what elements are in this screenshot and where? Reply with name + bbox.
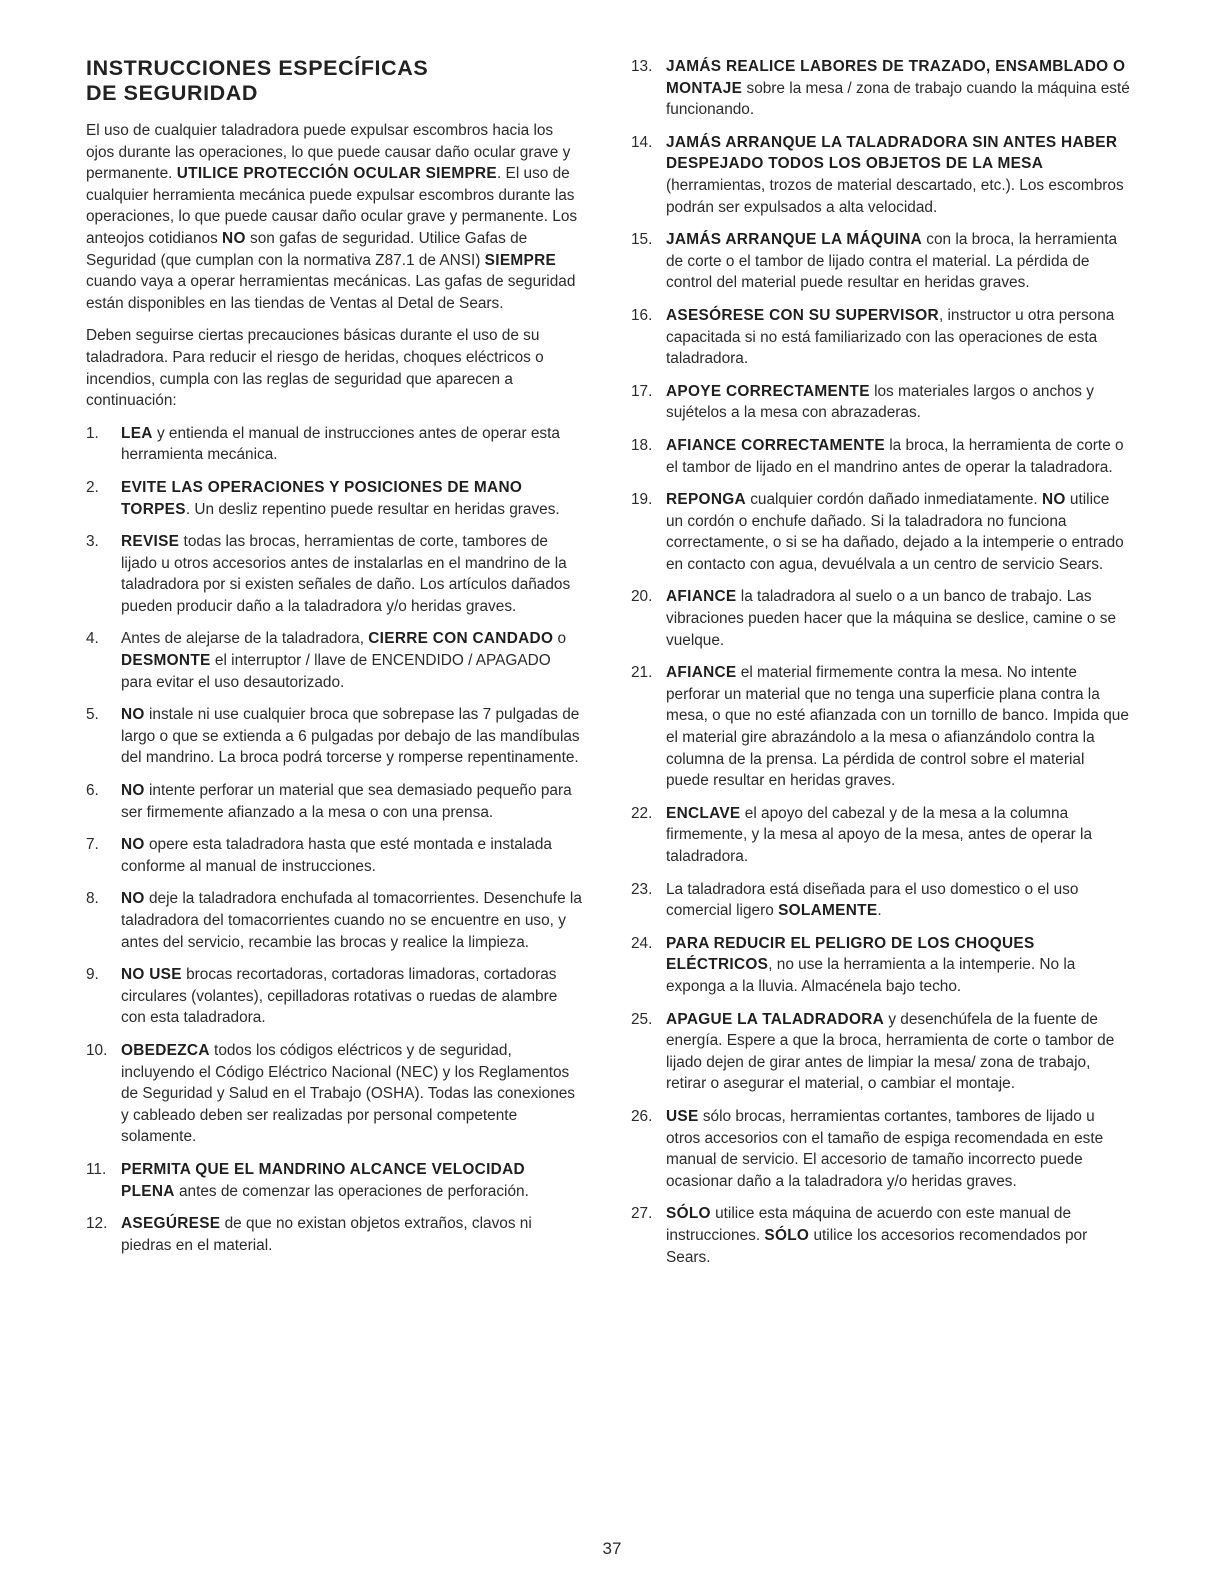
item-number: 19.	[631, 491, 653, 509]
bold-text: ENCLAVE	[666, 804, 741, 822]
item-text	[121, 1161, 529, 1200]
text-run: brocas recortadoras, cortadoras limadoras, cortadoras circulares (volantes), cepilladoras rotativas o ruedas de alambre con esta taladradora.	[121, 966, 558, 1027]
list-item	[86, 1159, 583, 1202]
item-text	[666, 231, 1117, 291]
bold-text: APAGUE LA TALADRADORA	[666, 1010, 885, 1028]
item-number: 15.	[631, 231, 653, 249]
item-text	[666, 881, 1078, 920]
text-run: intente perforar un material que sea demasiado pequeño para ser firmemente afianzado a la mesa o con una prensa.	[121, 782, 572, 821]
list-item	[631, 1203, 1130, 1268]
text-run: son gafas de seguridad. Utilice Gafas de Seguridad (que cumplan con la normativa Z87.1 de ANSI)	[86, 229, 528, 269]
item-number: 23.	[631, 880, 653, 898]
item-number: 2.	[86, 478, 99, 496]
bold-text: NO	[121, 782, 145, 800]
text-run: o	[553, 630, 567, 648]
bold-text: ASEGÚRESE	[121, 1215, 221, 1233]
text-run: el apoyo del cabezal y de la mesa a la columna firmemente, y la mesa al apoyo de la mesa, antes de operar la taladradora.	[666, 804, 1093, 865]
text-run: antes de comenzar las operaciones de perforación.	[174, 1182, 529, 1200]
bold-text: CIERRE CON CANDADO	[368, 630, 554, 648]
item-text	[666, 664, 1129, 789]
list-item	[631, 56, 1130, 121]
text-run: la taladradora al suelo o a un banco de trabajo. Las vibraciones pueden hacer que la máquina se deslice, camine o se vuelque.	[666, 588, 1117, 649]
title-line-2: DE SEGURIDAD	[86, 81, 259, 105]
list-item	[86, 834, 583, 877]
item-text	[121, 706, 580, 766]
list-item	[631, 586, 1130, 651]
item-number: 6.	[86, 782, 99, 800]
text-run: los materiales largos o anchos y sujételos a la mesa con abrazaderas.	[666, 382, 1094, 422]
text-run: deje la taladradora enchufada al tomacorrientes. Desenchufe la taladradora del tomacorrientes cuando no se encuentre en uso, y antes del servicio, recambie las brocas y realice la limpieza.	[121, 890, 582, 951]
list-item	[86, 477, 583, 520]
intro-paragraph	[86, 325, 583, 411]
item-number: 24.	[631, 934, 653, 952]
text-run: de que no existan objetos extraños, clavos ni piedras en el material.	[121, 1215, 532, 1254]
item-text	[666, 491, 1124, 573]
item-number: 20.	[631, 588, 653, 606]
item-text	[666, 805, 1092, 865]
item-text	[666, 383, 1094, 422]
bold-text: OBEDEZCA	[121, 1041, 210, 1059]
item-text	[666, 588, 1116, 648]
text-run: utilice los accesorios recomendados por Sears.	[666, 1226, 1088, 1266]
item-number: 4.	[86, 630, 99, 648]
page-number: 37	[602, 1539, 622, 1558]
list-item	[631, 1106, 1130, 1192]
safety-list-right	[631, 56, 1130, 1268]
text-run: el interruptor / llave de ENCENDIDO / APAGADO para evitar el uso desautorizado.	[121, 652, 551, 691]
item-text	[666, 1108, 1103, 1190]
list-item	[86, 628, 583, 693]
text-run: . Un desliz repentino puede resultar en heridas graves.	[185, 500, 560, 518]
text-run: y desenchúfela de la fuente de energía. Espere a que la broca, herramienta de corte o tambor de lijado dejen de girar antes de limpiar la mesa/ zona de trabajo, retirar o asegurar el material, o cambiar el montaje.	[666, 1010, 1115, 1093]
list-item	[86, 704, 583, 769]
list-item	[86, 1213, 583, 1256]
item-text	[121, 1215, 532, 1254]
text-run: Deben seguirse ciertas precauciones básicas durante el uso de su taladradora. Para reducir el riesgo de heridas, choques eléctricos o incendios, cumpla con las reglas de seguridad que aparecen a continuación:	[86, 327, 544, 410]
item-number: 10.	[86, 1041, 108, 1059]
list-item	[86, 780, 583, 823]
bold-text: SÓLO	[666, 1205, 711, 1223]
page-title	[86, 56, 583, 106]
bold-text: AFIANCE CORRECTAMENTE	[666, 436, 885, 454]
item-number: 8.	[86, 890, 99, 908]
bold-text: DESMONTE	[121, 652, 211, 670]
list-item	[631, 1009, 1130, 1095]
text-run: .	[877, 902, 882, 920]
intro-paragraph	[86, 120, 583, 314]
bold-text: AFIANCE	[666, 588, 737, 606]
item-number: 17.	[631, 382, 653, 400]
title-line-1: INSTRUCCIONES ESPECÍFICAS	[86, 56, 429, 80]
list-item	[631, 803, 1130, 868]
item-number: 1.	[86, 424, 99, 442]
list-item	[86, 888, 583, 953]
item-text	[666, 307, 1114, 367]
item-number: 26.	[631, 1107, 653, 1125]
bold-text: NO	[121, 836, 145, 854]
list-item	[631, 879, 1130, 922]
item-number: 11.	[86, 1160, 107, 1178]
item-text	[121, 836, 552, 875]
bold-text: ASESÓRESE CON SU SUPERVISOR	[666, 306, 939, 324]
bold-text: NO	[1041, 491, 1066, 509]
text-run: cuando vaya a operar herramientas mecánicas. Las gafas de seguridad están disponibles en las tiendas de Ventas al Detal de Sears.	[86, 273, 576, 312]
bold-text: USE	[666, 1107, 699, 1125]
item-text	[121, 890, 582, 950]
text-run: la broca, la herramienta de corte o el tambor de lijado en el mandrino antes de operar la taladradora.	[666, 436, 1124, 476]
text-run: instale ni use cualquier broca que sobrepase las 7 pulgadas de largo o que se extienda a 6 pulgadas por debajo de las mandíbulas del mandrino. La broca podrá torcerse y romperse repentinamente.	[121, 706, 580, 767]
list-item	[631, 305, 1130, 370]
list-item	[631, 662, 1130, 792]
item-number: 9.	[86, 966, 99, 984]
list-item	[86, 423, 583, 466]
text-run: sólo brocas, herramientas cortantes, tambores de lijado u otros accesorios con el tamaño de espiga recomendada en este manual de servicio. El accesorio de tamaño incorrecto puede ocasionar daño a la taladradora y/o heridas graves.	[666, 1107, 1104, 1190]
left-column	[86, 56, 583, 1267]
item-number: 14.	[631, 133, 653, 151]
list-item	[86, 1040, 583, 1148]
item-number: 18.	[631, 436, 653, 454]
text-run: sobre la mesa / zona de trabajo cuando la máquina esté funcionando.	[666, 79, 1130, 119]
item-text	[121, 630, 566, 690]
text-run: cualquier cordón dañado inmediatamente.	[745, 491, 1042, 509]
intro-text	[86, 120, 583, 412]
item-number: 27.	[631, 1205, 653, 1223]
bold-text: SOLAMENTE	[778, 902, 878, 920]
item-text	[121, 782, 572, 821]
item-number: 12.	[86, 1215, 108, 1233]
item-number: 25.	[631, 1010, 653, 1028]
right-column	[631, 56, 1130, 1279]
text-run: El uso de cualquier taladradora puede expulsar escombros hacia los ojos durante las operaciones, lo que puede causar daño ocular grave y permanente.	[86, 122, 571, 183]
bold-text: NO	[222, 229, 246, 247]
bold-text: EVITE LAS OPERACIONES Y POSICIONES DE MANO TORPES	[121, 478, 523, 518]
text-run: La taladradora está diseñada para el uso domestico o el uso comercial ligero	[666, 880, 1079, 920]
text-run: el material firmemente contra la mesa. No intente perforar un material que no tenga una superficie plana contra la mesa, o que no esté afianzada con un tornillo de banco. Impida que el material gire abrazándolo a la mesa o afianzándolo contra la columna de la prensa. La pérdida de control sobre el material puede resultar en heridas graves.	[666, 664, 1129, 790]
item-text	[121, 425, 560, 464]
text-run: opere esta taladradora hasta que esté montada e instalada conforme al manual de instrucciones.	[121, 836, 552, 875]
text-run: . El uso de cualquier herramienta mecánica puede expulsar escombros durante las operaciones, lo que puede causar daño ocular grave y permanente. Los anteojos cotidianos	[86, 165, 578, 247]
text-run: todas las brocas, herramientas de corte, tambores de lijado u otros accesorios antes de instalarlas en el mandrino de la taladradora por si existen señales de daño. Los artículos dañados pueden producir daño a la taladradora y/o heridas graves.	[121, 533, 571, 615]
text-run: todos los códigos eléctricos y de seguridad, incluyendo el Código Eléctrico Nacional (NEC) y los Reglamentos de Seguridad y Salud en el Trabajo (OSHA). Todas las conexiones y cableado deben ser realizadas por personal competente solamente.	[121, 1041, 576, 1146]
list-item	[86, 964, 583, 1029]
bold-text: REPONGA	[666, 491, 746, 509]
item-text	[666, 437, 1124, 476]
item-number: 7.	[86, 836, 99, 854]
list-item	[631, 933, 1130, 998]
bold-text: JAMÁS REALICE LABORES DE TRAZADO, ENSAMBLADO O MONTAJE	[666, 58, 1126, 97]
bold-text: NO	[121, 890, 145, 908]
text-run: y entienda el manual de instrucciones antes de operar esta herramienta mecánica.	[121, 424, 560, 464]
item-number: 5.	[86, 706, 99, 724]
item-text	[121, 1042, 575, 1145]
bold-text: APOYE CORRECTAMENTE	[666, 382, 870, 400]
safety-list-left	[86, 423, 583, 1257]
bold-text: AFIANCE	[666, 664, 737, 682]
item-text	[666, 935, 1075, 995]
text-run: con la broca, la herramienta de corte o el tambor de lijado contra el material. La pérdida de control del material puede resultar en heridas graves.	[666, 231, 1118, 292]
list-item	[631, 489, 1130, 575]
item-text	[121, 966, 557, 1026]
text-run: utilice un cordón o enchufe dañado. Si la taladradora no funciona correctamente, o si se ha dañado, dejado a la intemperie o entrado en contacto con agua, devuélvala a un centro de servicio Sears.	[666, 491, 1124, 573]
bold-text: JAMÁS ARRANQUE LA TALADRADORA SIN ANTES HABER DESPEJADO TODOS LOS OBJETOS DE LA MESA	[666, 133, 1118, 173]
item-number: 13.	[631, 58, 653, 75]
bold-text: SIEMPRE	[484, 251, 557, 269]
text-run: Antes de alejarse de la taladradora,	[121, 630, 369, 648]
list-item	[631, 229, 1130, 294]
item-number: 22.	[631, 804, 653, 822]
bold-text: PERMITA QUE EL MANDRINO ALCANCE VELOCIDAD PLENA	[121, 1160, 525, 1200]
list-item	[631, 435, 1130, 478]
item-text	[666, 134, 1124, 216]
text-run: , no use la herramienta a la intemperie. No la exponga a la lluvia. Almacénela bajo techo.	[666, 956, 1076, 995]
bold-text: PARA REDUCIR EL PELIGRO DE LOS CHOQUES ELÉCTRICOS	[666, 934, 1035, 974]
text-run: , instructor u otra persona capacitada si no está familiarizado con las operaciones de esta taladradora.	[666, 306, 1115, 368]
item-text	[666, 1011, 1114, 1093]
bold-text: NO USE	[121, 966, 182, 984]
bold-text: UTILICE PROTECCIÓN OCULAR SIEMPRE	[176, 165, 497, 183]
item-number: 21.	[631, 664, 653, 682]
bold-text: NO	[121, 706, 145, 724]
item-text	[666, 58, 1130, 118]
list-item	[631, 381, 1130, 424]
list-item	[631, 132, 1130, 218]
item-number: 16.	[631, 306, 653, 324]
bold-text: LEA	[121, 424, 153, 442]
item-text	[121, 533, 570, 615]
bold-text: JAMÁS ARRANQUE LA MÁQUINA	[666, 231, 923, 249]
bold-text: REVISE	[121, 533, 180, 551]
list-item	[86, 531, 583, 617]
item-text	[666, 1205, 1087, 1265]
bold-text: SÓLO	[764, 1226, 810, 1244]
item-number: 3.	[86, 533, 99, 551]
text-run: (herramientas, trozos de material descartado, etc.). Los escombros podrán ser expulsados a alta velocidad.	[666, 176, 1124, 216]
text-run: utilice esta máquina de acuerdo con este manual de instrucciones.	[666, 1205, 1072, 1244]
item-text	[121, 479, 560, 518]
